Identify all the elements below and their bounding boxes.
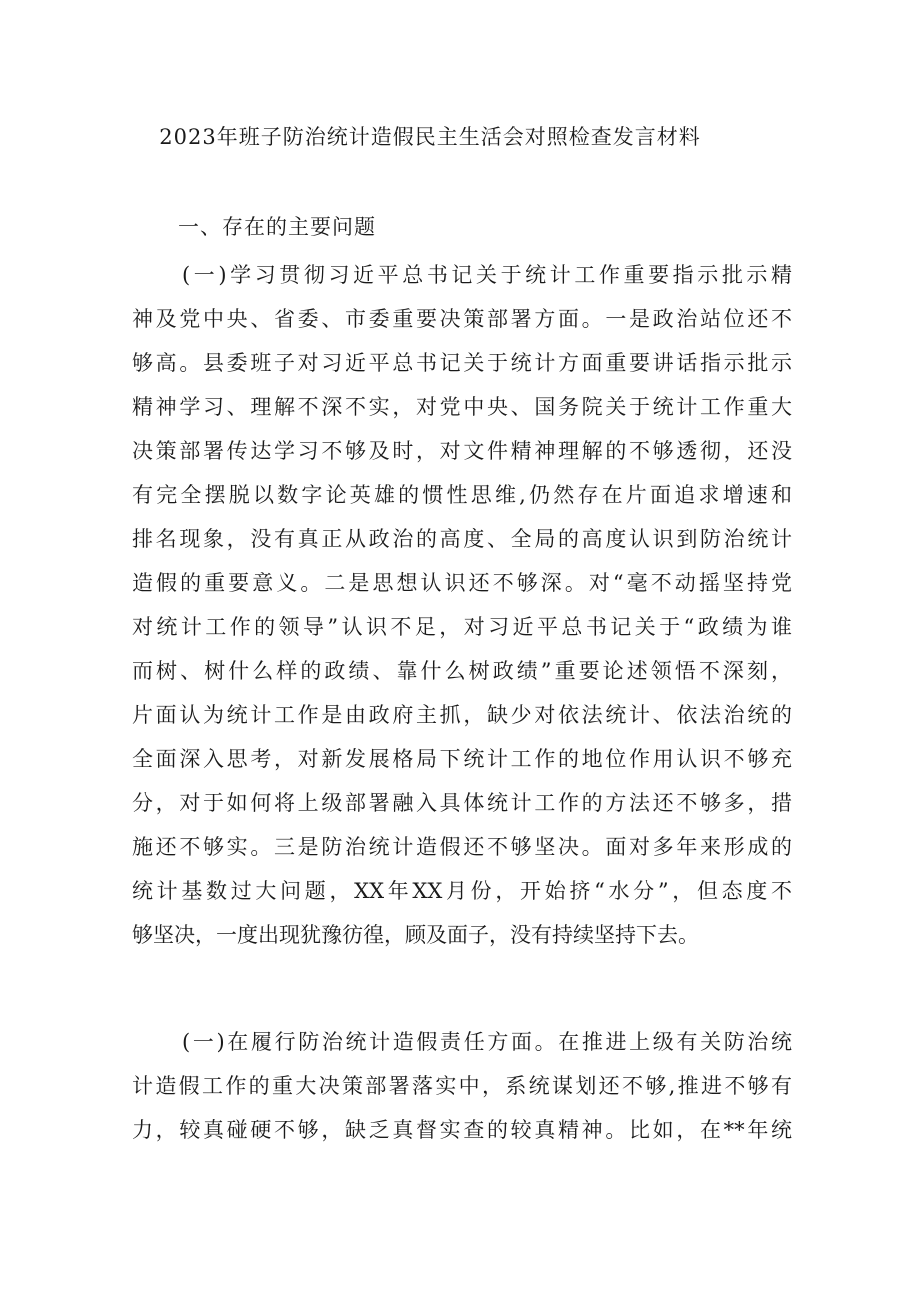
paragraph-line: 神及党中央、省委、市委重要决策部署方面。一是政治站位还不: [132, 307, 792, 331]
section-heading: 一、存在的主要问题: [178, 215, 376, 239]
paragraph-line: 造假的重要意义。二是思想认识还不够深。对“毫不动摇坚持党: [132, 571, 792, 595]
paragraph-line: (一)在履行防治统计造假责任方面。在推进上级有关防治统: [182, 1030, 792, 1054]
paragraph-line: 分，对于如何将上级部署融入具体统计工作的方法还不够多，措: [132, 791, 792, 815]
paragraph-line: 决策部署传达学习不够及时，对文件精神理解的不够透彻，还没: [132, 439, 792, 463]
paragraph-line: 片面认为统计工作是由政府主抓，缺少对依法统计、依法治统的: [132, 703, 792, 727]
paragraph-line: (一)学习贯彻习近平总书记关于统计工作重要指示批示精: [182, 263, 792, 287]
paragraph-line: 排名现象，没有真正从政治的高度、全局的高度认识到防治统计: [132, 527, 792, 551]
paragraph-2: [132, 1020, 792, 1152]
paragraph-line: 施还不够实。三是防治统计造假还不够坚决。面对多年来形成的: [132, 835, 792, 859]
document-title: 2023年班子防治统计造假民主生活会对照检查发言材料: [159, 125, 701, 149]
paragraph-line: 对统计工作的领导”认识不足，对习近平总书记关于“政绩为谁: [132, 615, 792, 639]
paragraph-line: 计造假工作的重大决策部署落实中，系统谋划还不够,推进不够有: [132, 1074, 792, 1098]
paragraph-1: [132, 253, 792, 957]
paragraph-line: 力，较真碰硬不够，缺乏真督实查的较真精神。比如，在**年统: [132, 1118, 792, 1142]
paragraph-line: 全面深入思考，对新发展格局下统计工作的地位作用认识不够充: [132, 747, 792, 771]
paragraph-line: 够坚决，一度出现犹豫彷徨，顾及面子，没有持续坚持下去。: [132, 923, 699, 947]
paragraph-line: 而树、树什么样的政绩、靠什么树政绩”重要论述领悟不深刻，: [132, 659, 792, 683]
paragraph-line: 精神学习、理解不深不实，对党中央、国务院关于统计工作重大: [132, 395, 792, 419]
paragraph-line: 够高。县委班子对习近平总书记关于统计方面重要讲话指示批示: [132, 351, 792, 375]
paragraph-line: 统计基数过大问题，XX年XX月份，开始挤“水分”，但态度不: [132, 879, 792, 903]
paragraph-line: 有完全摆脱以数字论英雄的惯性思维,仍然存在片面追求增速和: [132, 483, 792, 507]
